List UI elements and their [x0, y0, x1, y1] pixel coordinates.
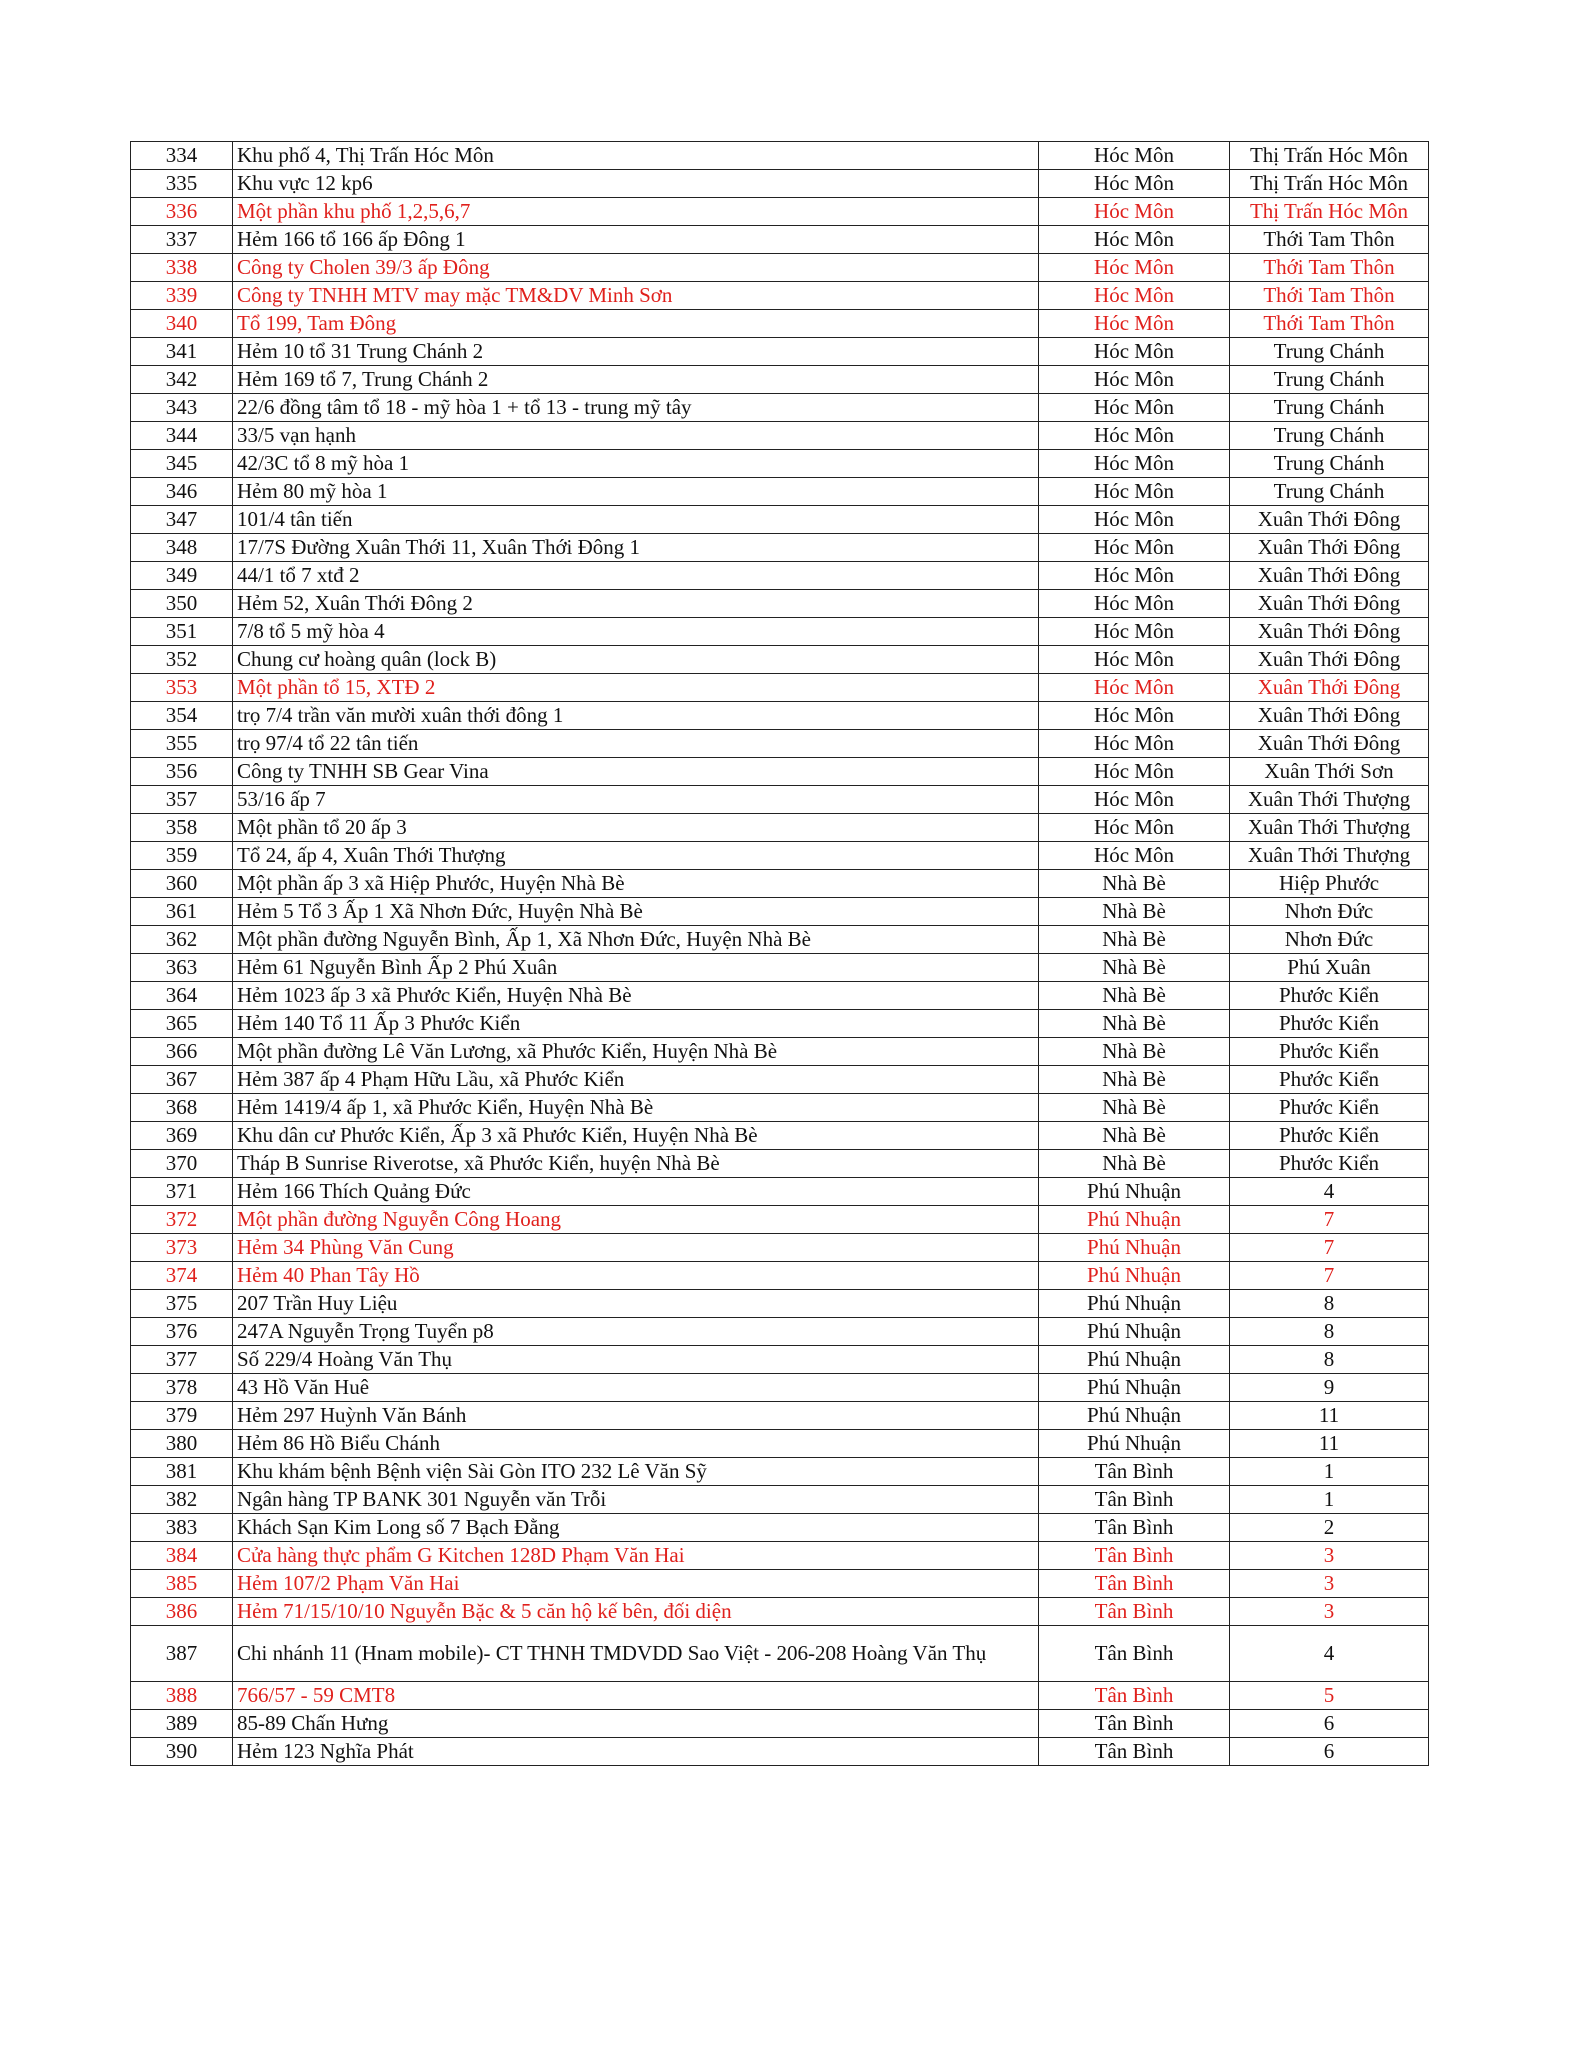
table-row — [131, 646, 1429, 674]
district-cell: Hóc Môn — [1039, 814, 1230, 842]
district-cell: Nhà Bè — [1039, 898, 1230, 926]
district-cell: Tân Bình — [1039, 1598, 1230, 1626]
ward-cell: Nhơn Đức — [1230, 898, 1429, 926]
table-row — [131, 562, 1429, 590]
ward-cell: Thị Trấn Hóc Môn — [1230, 142, 1429, 170]
address-cell: 7/8 tổ 5 mỹ hòa 4 — [233, 618, 1039, 646]
row-number-cell: 369 — [131, 1122, 233, 1150]
row-number-cell: 367 — [131, 1066, 233, 1094]
row-number-cell: 339 — [131, 282, 233, 310]
table-row — [131, 1682, 1429, 1710]
district-cell: Hóc Môn — [1039, 478, 1230, 506]
row-number-cell: 372 — [131, 1206, 233, 1234]
row-number-cell: 387 — [131, 1626, 233, 1682]
ward-cell: Xuân Thới Đông — [1230, 534, 1429, 562]
address-cell: Hẻm 166 Thích Quảng Đức — [233, 1178, 1039, 1206]
row-number-cell: 388 — [131, 1682, 233, 1710]
district-cell: Phú Nhuận — [1039, 1402, 1230, 1430]
row-number-cell: 347 — [131, 506, 233, 534]
ward-cell: Xuân Thới Thượng — [1230, 814, 1429, 842]
row-number-cell: 337 — [131, 226, 233, 254]
row-number-cell: 359 — [131, 842, 233, 870]
row-number-cell: 373 — [131, 1234, 233, 1262]
address-cell: Khu dân cư Phước Kiển, Ấp 3 xã Phước Kiển, Huyện Nhà Bè — [233, 1122, 1039, 1150]
row-number-cell: 376 — [131, 1318, 233, 1346]
address-cell: Ngân hàng TP BANK 301 Nguyễn văn Trỗi — [233, 1486, 1039, 1514]
district-cell: Hóc Môn — [1039, 702, 1230, 730]
address-cell: Một phần ấp 3 xã Hiệp Phước, Huyện Nhà Bè — [233, 870, 1039, 898]
district-cell: Hóc Môn — [1039, 254, 1230, 282]
row-number-cell: 382 — [131, 1486, 233, 1514]
table-row — [131, 478, 1429, 506]
address-cell: Hẻm 1023 ấp 3 xã Phước Kiển, Huyện Nhà Bè — [233, 982, 1039, 1010]
row-number-cell: 351 — [131, 618, 233, 646]
address-table — [130, 141, 1429, 1766]
ward-cell: Trung Chánh — [1230, 394, 1429, 422]
ward-cell: 7 — [1230, 1234, 1429, 1262]
address-cell: Hẻm 123 Nghĩa Phát — [233, 1738, 1039, 1766]
table-row — [131, 1458, 1429, 1486]
address-cell: trọ 97/4 tổ 22 tân tiến — [233, 730, 1039, 758]
ward-cell: Trung Chánh — [1230, 338, 1429, 366]
address-cell: Tổ 199, Tam Đông — [233, 310, 1039, 338]
ward-cell: Xuân Thới Đông — [1230, 506, 1429, 534]
ward-cell: 8 — [1230, 1346, 1429, 1374]
district-cell: Tân Bình — [1039, 1570, 1230, 1598]
address-cell: Cửa hàng thực phẩm G Kitchen 128D Phạm Văn Hai — [233, 1542, 1039, 1570]
table-row — [131, 1150, 1429, 1178]
table-row — [131, 814, 1429, 842]
district-cell: Phú Nhuận — [1039, 1430, 1230, 1458]
row-number-cell: 366 — [131, 1038, 233, 1066]
row-number-cell: 354 — [131, 702, 233, 730]
ward-cell: 6 — [1230, 1738, 1429, 1766]
address-cell: Hẻm 80 mỹ hòa 1 — [233, 478, 1039, 506]
row-number-cell: 358 — [131, 814, 233, 842]
table-row — [131, 1346, 1429, 1374]
address-cell: Khu khám bệnh Bệnh viện Sài Gòn ITO 232 Lê Văn Sỹ — [233, 1458, 1039, 1486]
address-cell: 17/7S Đường Xuân Thới 11, Xuân Thới Đông 1 — [233, 534, 1039, 562]
district-cell: Tân Bình — [1039, 1626, 1230, 1682]
table-row — [131, 282, 1429, 310]
district-cell: Hóc Môn — [1039, 842, 1230, 870]
address-cell: Hẻm 166 tổ 166 ấp Đông 1 — [233, 226, 1039, 254]
ward-cell: Phước Kiển — [1230, 1038, 1429, 1066]
ward-cell: Trung Chánh — [1230, 478, 1429, 506]
row-number-cell: 380 — [131, 1430, 233, 1458]
table-row — [131, 982, 1429, 1010]
ward-cell: 5 — [1230, 1682, 1429, 1710]
row-number-cell: 344 — [131, 422, 233, 450]
district-cell: Tân Bình — [1039, 1486, 1230, 1514]
address-cell: Khu phố 4, Thị Trấn Hóc Môn — [233, 142, 1039, 170]
ward-cell: 2 — [1230, 1514, 1429, 1542]
row-number-cell: 385 — [131, 1570, 233, 1598]
ward-cell: Xuân Thới Đông — [1230, 646, 1429, 674]
ward-cell: Phước Kiển — [1230, 1094, 1429, 1122]
district-cell: Hóc Môn — [1039, 646, 1230, 674]
table-row — [131, 786, 1429, 814]
address-cell: Chung cư hoàng quân (lock B) — [233, 646, 1039, 674]
district-cell: Phú Nhuận — [1039, 1346, 1230, 1374]
table-row — [131, 1206, 1429, 1234]
district-cell: Hóc Môn — [1039, 310, 1230, 338]
row-number-cell: 370 — [131, 1150, 233, 1178]
address-cell: 53/16 ấp 7 — [233, 786, 1039, 814]
address-cell: 42/3C tổ 8 mỹ hòa 1 — [233, 450, 1039, 478]
district-cell: Hóc Môn — [1039, 450, 1230, 478]
ward-cell: Trung Chánh — [1230, 450, 1429, 478]
address-cell: Khách Sạn Kim Long số 7 Bạch Đằng — [233, 1514, 1039, 1542]
table-row — [131, 534, 1429, 562]
ward-cell: Hiệp Phước — [1230, 870, 1429, 898]
row-number-cell: 381 — [131, 1458, 233, 1486]
address-cell: Hẻm 40 Phan Tây Hồ — [233, 1262, 1039, 1290]
row-number-cell: 361 — [131, 898, 233, 926]
table-row — [131, 506, 1429, 534]
row-number-cell: 343 — [131, 394, 233, 422]
address-cell: Hẻm 61 Nguyễn Bình Ấp 2 Phú Xuân — [233, 954, 1039, 982]
row-number-cell: 340 — [131, 310, 233, 338]
address-cell: Hẻm 10 tổ 31 Trung Chánh 2 — [233, 338, 1039, 366]
table-row — [131, 1038, 1429, 1066]
district-cell: Hóc Môn — [1039, 282, 1230, 310]
address-cell: Chi nhánh 11 (Hnam mobile)- CT THNH TMDVDD Sao Việt - 206-208 Hoàng Văn Thụ — [233, 1626, 1039, 1682]
address-cell: 85-89 Chấn Hưng — [233, 1710, 1039, 1738]
district-cell: Nhà Bè — [1039, 1150, 1230, 1178]
ward-cell: Phước Kiển — [1230, 982, 1429, 1010]
table-row — [131, 1178, 1429, 1206]
ward-cell: Thới Tam Thôn — [1230, 254, 1429, 282]
row-number-cell: 360 — [131, 870, 233, 898]
row-number-cell: 362 — [131, 926, 233, 954]
row-number-cell: 335 — [131, 170, 233, 198]
district-cell: Hóc Môn — [1039, 590, 1230, 618]
district-cell: Tân Bình — [1039, 1710, 1230, 1738]
address-cell: 247A Nguyễn Trọng Tuyển p8 — [233, 1318, 1039, 1346]
ward-cell: Xuân Thới Thượng — [1230, 786, 1429, 814]
district-cell: Phú Nhuận — [1039, 1234, 1230, 1262]
district-cell: Nhà Bè — [1039, 926, 1230, 954]
ward-cell: Thị Trấn Hóc Môn — [1230, 198, 1429, 226]
address-cell: Hẻm 1419/4 ấp 1, xã Phước Kiển, Huyện Nhà Bè — [233, 1094, 1039, 1122]
row-number-cell: 368 — [131, 1094, 233, 1122]
address-cell: 766/57 - 59 CMT8 — [233, 1682, 1039, 1710]
row-number-cell: 352 — [131, 646, 233, 674]
district-cell: Hóc Môn — [1039, 506, 1230, 534]
address-cell: 22/6 đồng tâm tổ 18 - mỹ hòa 1 + tổ 13 - trung mỹ tây — [233, 394, 1039, 422]
ward-cell: 3 — [1230, 1570, 1429, 1598]
row-number-cell: 384 — [131, 1542, 233, 1570]
row-number-cell: 363 — [131, 954, 233, 982]
address-cell: trọ 7/4 trần văn mười xuân thới đông 1 — [233, 702, 1039, 730]
table-row — [131, 1430, 1429, 1458]
district-cell: Tân Bình — [1039, 1458, 1230, 1486]
table-row — [131, 366, 1429, 394]
ward-cell: 1 — [1230, 1458, 1429, 1486]
district-cell: Phú Nhuận — [1039, 1178, 1230, 1206]
district-cell: Nhà Bè — [1039, 1010, 1230, 1038]
district-cell: Nhà Bè — [1039, 982, 1230, 1010]
row-number-cell: 355 — [131, 730, 233, 758]
table-body — [131, 142, 1429, 1766]
ward-cell: Xuân Thới Đông — [1230, 562, 1429, 590]
address-cell: Công ty Cholen 39/3 ấp Đông — [233, 254, 1039, 282]
table-row — [131, 1626, 1429, 1682]
ward-cell: Xuân Thới Đông — [1230, 618, 1429, 646]
table-row — [131, 226, 1429, 254]
ward-cell: 9 — [1230, 1374, 1429, 1402]
table-row — [131, 170, 1429, 198]
district-cell: Tân Bình — [1039, 1682, 1230, 1710]
ward-cell: Thới Tam Thôn — [1230, 310, 1429, 338]
address-cell: Một phần đường Lê Văn Lương, xã Phước Kiển, Huyện Nhà Bè — [233, 1038, 1039, 1066]
row-number-cell: 356 — [131, 758, 233, 786]
table-row — [131, 198, 1429, 226]
address-cell: Hẻm 140 Tổ 11 Ấp 3 Phước Kiển — [233, 1010, 1039, 1038]
district-cell: Phú Nhuận — [1039, 1318, 1230, 1346]
address-cell: Hẻm 169 tổ 7, Trung Chánh 2 — [233, 366, 1039, 394]
address-cell: Khu vực 12 kp6 — [233, 170, 1039, 198]
table-row — [131, 1738, 1429, 1766]
table-row — [131, 422, 1429, 450]
row-number-cell: 374 — [131, 1262, 233, 1290]
ward-cell: Phước Kiển — [1230, 1066, 1429, 1094]
table-row — [131, 142, 1429, 170]
row-number-cell: 389 — [131, 1710, 233, 1738]
district-cell: Hóc Môn — [1039, 170, 1230, 198]
ward-cell: Trung Chánh — [1230, 366, 1429, 394]
address-cell: 207 Trần Huy Liệu — [233, 1290, 1039, 1318]
address-cell: Một phần đường Nguyễn Công Hoang — [233, 1206, 1039, 1234]
table-row — [131, 1234, 1429, 1262]
address-cell: Một phần tổ 15, XTĐ 2 — [233, 674, 1039, 702]
row-number-cell: 375 — [131, 1290, 233, 1318]
district-cell: Hóc Môn — [1039, 366, 1230, 394]
row-number-cell: 379 — [131, 1402, 233, 1430]
table-row — [131, 758, 1429, 786]
table-row — [131, 674, 1429, 702]
ward-cell: Phước Kiển — [1230, 1122, 1429, 1150]
district-cell: Hóc Môn — [1039, 338, 1230, 366]
row-number-cell: 341 — [131, 338, 233, 366]
district-cell: Hóc Môn — [1039, 730, 1230, 758]
district-cell: Tân Bình — [1039, 1738, 1230, 1766]
address-cell: Một phần tổ 20 ấp 3 — [233, 814, 1039, 842]
district-cell: Hóc Môn — [1039, 534, 1230, 562]
address-cell: Tổ 24, ấp 4, Xuân Thới Thượng — [233, 842, 1039, 870]
ward-cell: Xuân Thới Đông — [1230, 674, 1429, 702]
district-cell: Hóc Môn — [1039, 394, 1230, 422]
address-cell: Hẻm 34 Phùng Văn Cung — [233, 1234, 1039, 1262]
table-row — [131, 1010, 1429, 1038]
ward-cell: 1 — [1230, 1486, 1429, 1514]
district-cell: Nhà Bè — [1039, 1094, 1230, 1122]
row-number-cell: 336 — [131, 198, 233, 226]
district-cell: Tân Bình — [1039, 1514, 1230, 1542]
address-cell: Hẻm 52, Xuân Thới Đông 2 — [233, 590, 1039, 618]
district-cell: Hóc Môn — [1039, 422, 1230, 450]
district-cell: Hóc Môn — [1039, 226, 1230, 254]
district-cell: Nhà Bè — [1039, 870, 1230, 898]
table-row — [131, 898, 1429, 926]
ward-cell: 11 — [1230, 1430, 1429, 1458]
address-cell: Công ty TNHH MTV may mặc TM&DV Minh Sơn — [233, 282, 1039, 310]
district-cell: Phú Nhuận — [1039, 1374, 1230, 1402]
ward-cell: Xuân Thới Đông — [1230, 590, 1429, 618]
ward-cell: Phú Xuân — [1230, 954, 1429, 982]
row-number-cell: 348 — [131, 534, 233, 562]
address-cell: Một phần khu phố 1,2,5,6,7 — [233, 198, 1039, 226]
row-number-cell: 334 — [131, 142, 233, 170]
table-row — [131, 1290, 1429, 1318]
address-cell: 44/1 tổ 7 xtđ 2 — [233, 562, 1039, 590]
ward-cell: Thới Tam Thôn — [1230, 226, 1429, 254]
table-row — [131, 954, 1429, 982]
address-cell: Hẻm 297 Huỳnh Văn Bánh — [233, 1402, 1039, 1430]
district-cell: Nhà Bè — [1039, 1038, 1230, 1066]
row-number-cell: 342 — [131, 366, 233, 394]
table-row — [131, 702, 1429, 730]
row-number-cell: 371 — [131, 1178, 233, 1206]
ward-cell: 3 — [1230, 1598, 1429, 1626]
row-number-cell: 338 — [131, 254, 233, 282]
ward-cell: 3 — [1230, 1542, 1429, 1570]
address-cell: Hẻm 107/2 Phạm Văn Hai — [233, 1570, 1039, 1598]
district-cell: Phú Nhuận — [1039, 1206, 1230, 1234]
district-cell: Hóc Môn — [1039, 758, 1230, 786]
table-row — [131, 842, 1429, 870]
address-cell: 43 Hồ Văn Huê — [233, 1374, 1039, 1402]
address-cell: Tháp B Sunrise Riverotse, xã Phước Kiển, huyện Nhà Bè — [233, 1150, 1039, 1178]
table-row — [131, 1066, 1429, 1094]
row-number-cell: 357 — [131, 786, 233, 814]
address-cell: Hẻm 5 Tổ 3 Ấp 1 Xã Nhơn Đức, Huyện Nhà Bè — [233, 898, 1039, 926]
ward-cell: Xuân Thới Đông — [1230, 702, 1429, 730]
ward-cell: Thới Tam Thôn — [1230, 282, 1429, 310]
district-cell: Tân Bình — [1039, 1542, 1230, 1570]
table-row — [131, 338, 1429, 366]
ward-cell: 8 — [1230, 1290, 1429, 1318]
district-cell: Hóc Môn — [1039, 562, 1230, 590]
address-cell: Hẻm 71/15/10/10 Nguyễn Bặc & 5 căn hộ kế bên, đối diện — [233, 1598, 1039, 1626]
table-row — [131, 1598, 1429, 1626]
row-number-cell: 365 — [131, 1010, 233, 1038]
row-number-cell: 353 — [131, 674, 233, 702]
address-cell: 33/5 vạn hạnh — [233, 422, 1039, 450]
table-row — [131, 1710, 1429, 1738]
ward-cell: Thị Trấn Hóc Môn — [1230, 170, 1429, 198]
ward-cell: 7 — [1230, 1206, 1429, 1234]
address-cell: Số 229/4 Hoàng Văn Thụ — [233, 1346, 1039, 1374]
table-row — [131, 618, 1429, 646]
ward-cell: 11 — [1230, 1402, 1429, 1430]
ward-cell: 4 — [1230, 1178, 1429, 1206]
table-row — [131, 1094, 1429, 1122]
ward-cell: Phước Kiển — [1230, 1150, 1429, 1178]
address-cell: Hẻm 86 Hồ Biểu Chánh — [233, 1430, 1039, 1458]
row-number-cell: 349 — [131, 562, 233, 590]
table-row — [131, 450, 1429, 478]
district-cell: Hóc Môn — [1039, 198, 1230, 226]
address-cell: 101/4 tân tiến — [233, 506, 1039, 534]
row-number-cell: 390 — [131, 1738, 233, 1766]
row-number-cell: 377 — [131, 1346, 233, 1374]
row-number-cell: 383 — [131, 1514, 233, 1542]
ward-cell: 7 — [1230, 1262, 1429, 1290]
address-cell: Công ty TNHH SB Gear Vina — [233, 758, 1039, 786]
table-row — [131, 1542, 1429, 1570]
row-number-cell: 350 — [131, 590, 233, 618]
table-row — [131, 1570, 1429, 1598]
district-cell: Nhà Bè — [1039, 1066, 1230, 1094]
table-row — [131, 310, 1429, 338]
table-row — [131, 1122, 1429, 1150]
district-cell: Hóc Môn — [1039, 786, 1230, 814]
ward-cell: 4 — [1230, 1626, 1429, 1682]
table-row — [131, 1402, 1429, 1430]
ward-cell: 8 — [1230, 1318, 1429, 1346]
ward-cell: Xuân Thới Sơn — [1230, 758, 1429, 786]
ward-cell: Trung Chánh — [1230, 422, 1429, 450]
row-number-cell: 378 — [131, 1374, 233, 1402]
ward-cell: Xuân Thới Thượng — [1230, 842, 1429, 870]
row-number-cell: 346 — [131, 478, 233, 506]
district-cell: Nhà Bè — [1039, 954, 1230, 982]
address-cell: Hẻm 387 ấp 4 Phạm Hữu Lầu, xã Phước Kiển — [233, 1066, 1039, 1094]
district-cell: Hóc Môn — [1039, 142, 1230, 170]
ward-cell: Nhơn Đức — [1230, 926, 1429, 954]
table-row — [131, 1374, 1429, 1402]
table-row — [131, 1318, 1429, 1346]
row-number-cell: 386 — [131, 1598, 233, 1626]
row-number-cell: 345 — [131, 450, 233, 478]
district-cell: Phú Nhuận — [1039, 1262, 1230, 1290]
table-row — [131, 926, 1429, 954]
ward-cell: Xuân Thới Đông — [1230, 730, 1429, 758]
row-number-cell: 364 — [131, 982, 233, 1010]
ward-cell: Phước Kiển — [1230, 1010, 1429, 1038]
table-row — [131, 1262, 1429, 1290]
table-row — [131, 590, 1429, 618]
district-cell: Nhà Bè — [1039, 1122, 1230, 1150]
ward-cell: 6 — [1230, 1710, 1429, 1738]
district-cell: Hóc Môn — [1039, 618, 1230, 646]
table-row — [131, 730, 1429, 758]
table-row — [131, 394, 1429, 422]
table-row — [131, 1486, 1429, 1514]
table-row — [131, 254, 1429, 282]
table-row — [131, 870, 1429, 898]
district-cell: Hóc Môn — [1039, 674, 1230, 702]
district-cell: Phú Nhuận — [1039, 1290, 1230, 1318]
address-cell: Một phần đường Nguyễn Bình, Ấp 1, Xã Nhơn Đức, Huyện Nhà Bè — [233, 926, 1039, 954]
table-row — [131, 1514, 1429, 1542]
